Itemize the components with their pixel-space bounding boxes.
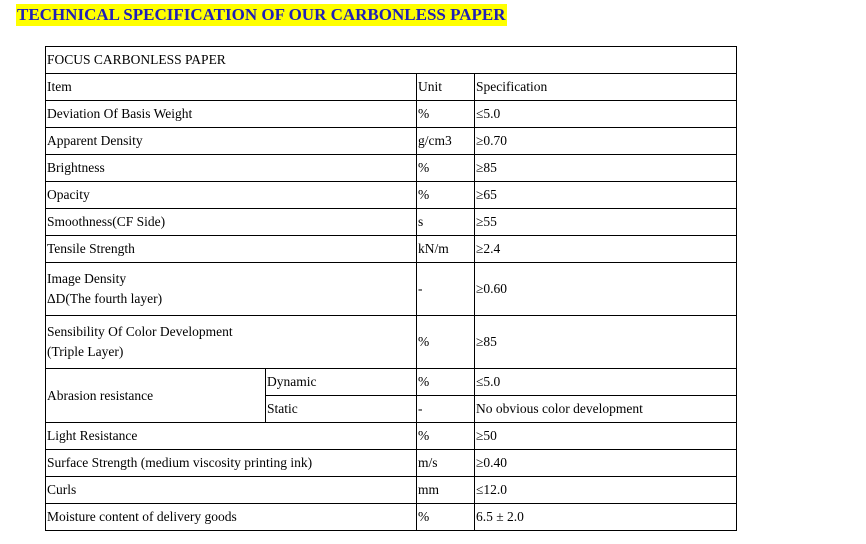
table-row <box>46 316 737 369</box>
row-item <box>46 263 417 316</box>
row-unit: % <box>417 504 475 531</box>
row-unit: s <box>417 209 475 236</box>
row-unit: g/cm3 <box>417 128 475 155</box>
row-spec: ≥0.60 <box>475 263 737 316</box>
row-item: Brightness <box>46 155 417 182</box>
row-unit: % <box>417 369 475 396</box>
row-item: Apparent Density <box>46 128 417 155</box>
row-item-line1: Image Density <box>47 271 127 286</box>
row-unit: % <box>417 182 475 209</box>
table-row <box>46 128 737 155</box>
table-row <box>46 504 737 531</box>
row-item: Curls <box>46 477 417 504</box>
row-item: Opacity <box>46 182 417 209</box>
row-item-line2: (Triple Layer) <box>47 344 124 359</box>
row-spec: ≥0.40 <box>475 450 737 477</box>
row-spec: ≥65 <box>475 182 737 209</box>
row-spec: ≤12.0 <box>475 477 737 504</box>
table-row <box>46 182 737 209</box>
row-item: Surface Strength (medium viscosity printing ink) <box>46 450 417 477</box>
row-item: Smoothness(CF Side) <box>46 209 417 236</box>
row-spec: ≥55 <box>475 209 737 236</box>
row-unit: % <box>417 101 475 128</box>
row-item-line2: ΔD(The fourth layer) <box>47 291 163 306</box>
row-unit: % <box>417 155 475 182</box>
row-item <box>46 316 417 369</box>
table-row <box>46 236 737 263</box>
table-row <box>46 155 737 182</box>
row-subitem: Dynamic <box>266 369 417 396</box>
spec-table <box>45 46 737 531</box>
row-unit: kN/m <box>417 236 475 263</box>
row-unit: % <box>417 316 475 369</box>
row-unit: mm <box>417 477 475 504</box>
page-title: TECHNICAL SPECIFICATION OF OUR CARBONLESS PAPER <box>17 5 506 24</box>
row-spec: ≤5.0 <box>475 101 737 128</box>
table-row <box>46 477 737 504</box>
table-row <box>46 209 737 236</box>
row-spec: ≥0.70 <box>475 128 737 155</box>
header-unit: Unit <box>417 74 475 101</box>
header-specification: Specification <box>475 74 737 101</box>
row-unit: - <box>417 396 475 423</box>
table-row <box>46 101 737 128</box>
table-row <box>46 450 737 477</box>
row-item: Moisture content of delivery goods <box>46 504 417 531</box>
row-spec: No obvious color development <box>475 396 737 423</box>
row-spec: ≤5.0 <box>475 369 737 396</box>
row-item: Light Resistance <box>46 423 417 450</box>
table-row <box>46 369 737 396</box>
row-subitem: Static <box>266 396 417 423</box>
row-unit: % <box>417 423 475 450</box>
table-row <box>46 423 737 450</box>
row-unit: m/s <box>417 450 475 477</box>
row-item: Abrasion resistance <box>46 369 266 423</box>
table-caption: FOCUS CARBONLESS PAPER <box>46 47 737 74</box>
table-header-row <box>46 74 737 101</box>
row-item: Tensile Strength <box>46 236 417 263</box>
row-spec: ≥2.4 <box>475 236 737 263</box>
row-spec: 6.5 ± 2.0 <box>475 504 737 531</box>
row-spec: ≥50 <box>475 423 737 450</box>
row-unit: - <box>417 263 475 316</box>
header-item: Item <box>46 74 417 101</box>
table-row <box>46 263 737 316</box>
row-spec: ≥85 <box>475 155 737 182</box>
table-caption-row <box>46 47 737 74</box>
row-item: Deviation Of Basis Weight <box>46 101 417 128</box>
row-spec: ≥85 <box>475 316 737 369</box>
row-item-line1: Sensibility Of Color Development <box>47 324 233 339</box>
